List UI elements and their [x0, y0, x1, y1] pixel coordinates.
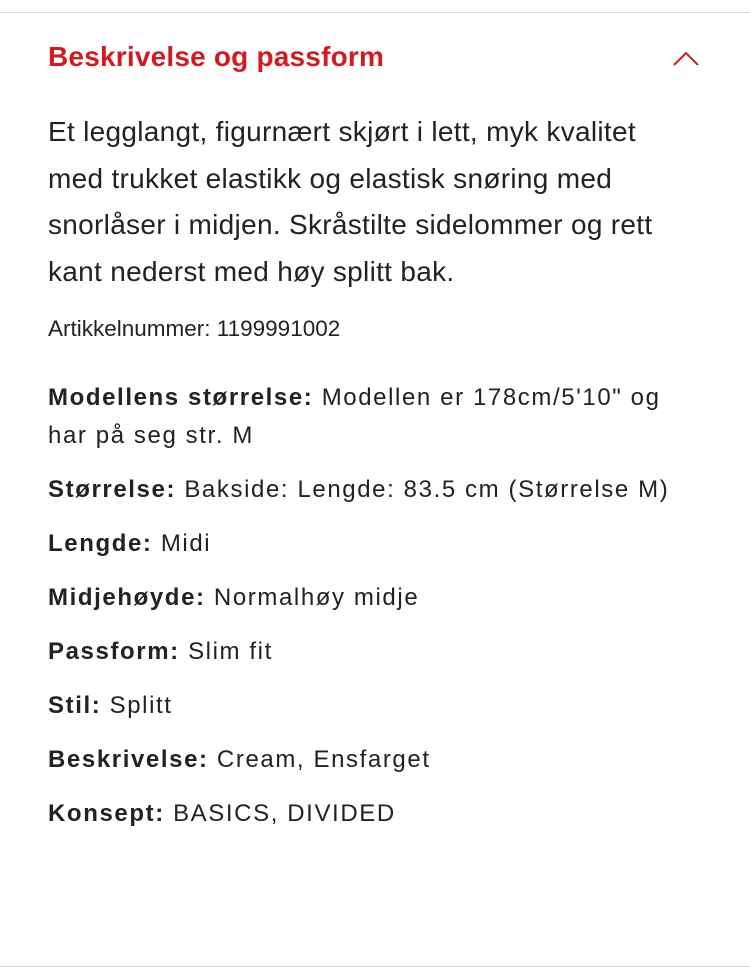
description-accordion: [0, 13, 750, 849]
attribute-value: Bakside: Lengde: 83.5 cm (Størrelse M): [184, 476, 670, 503]
attribute-item: [48, 379, 688, 455]
attribute-item: [48, 525, 688, 563]
bottom-divider: [0, 966, 750, 967]
attribute-value: Midi: [160, 530, 212, 557]
attribute-label: Lengde:: [48, 530, 153, 557]
attribute-value: Splitt: [109, 692, 173, 719]
attribute-label: Passform:: [48, 638, 180, 665]
article-number: Artikkelnummer: 1199991002: [48, 316, 341, 341]
attribute-label: Modellens størrelse:: [48, 384, 314, 411]
attribute-label: Størrelse:: [48, 476, 177, 503]
attribute-item: [48, 471, 688, 509]
attribute-list: [48, 379, 688, 833]
accordion-title: Beskrivelse og passform: [48, 41, 385, 72]
attribute-item: [48, 795, 688, 833]
attribute-value: BASICS, DIVIDED: [173, 800, 396, 827]
attribute-value: Normalhøy midje: [213, 584, 420, 611]
accordion-body: [0, 109, 750, 833]
attribute-value: Slim fit: [188, 638, 273, 665]
attribute-label: Beskrivelse:: [48, 746, 209, 773]
accordion-header[interactable]: [0, 13, 750, 109]
product-description: Et legglangt, figurnært skjørt i lett, myk kvalitet med trukket elastikk og elastisk snøring med snorlåser i midjen. Skråstilte sidelommer og rett kant nederst med høy splitt bak.: [48, 116, 653, 287]
attribute-label: Midjehøyde:: [48, 584, 206, 611]
attribute-value: Modellen er 178cm/5'10" og har på seg str. M: [48, 384, 661, 449]
attribute-value: Cream, Ensfarget: [216, 746, 431, 773]
attribute-item: [48, 579, 688, 617]
attribute-item: [48, 741, 688, 779]
attribute-label: Stil:: [48, 692, 102, 719]
attribute-item: [48, 633, 688, 671]
attribute-item: [48, 687, 688, 725]
chevron-up-icon[interactable]: [668, 47, 704, 71]
attribute-label: Konsept:: [48, 800, 165, 827]
